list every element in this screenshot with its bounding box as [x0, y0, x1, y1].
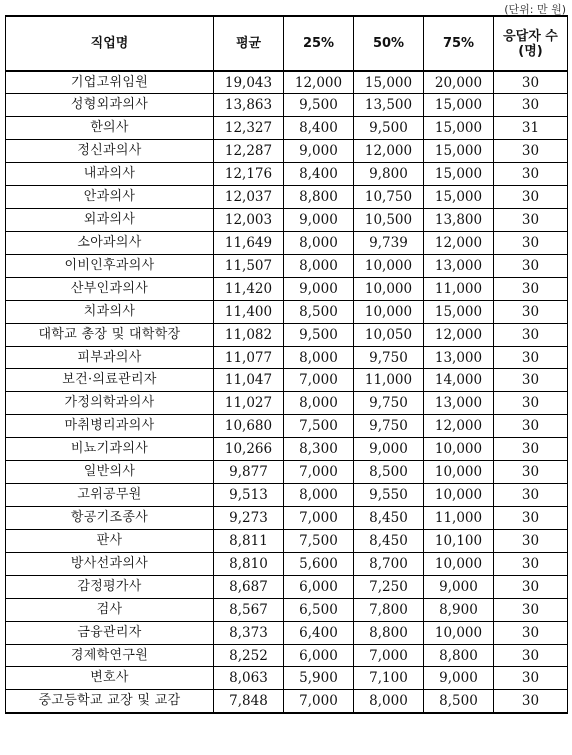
- p75-cell: 8,900: [424, 598, 494, 621]
- p50-cell: 10,050: [354, 323, 424, 346]
- job-cell: 피부과의사: [6, 346, 214, 369]
- mean-cell: 11,400: [214, 300, 284, 323]
- table-row: [6, 186, 568, 209]
- p75-cell: 10,000: [424, 461, 494, 484]
- job-cell: 안과의사: [6, 186, 214, 209]
- p25-cell: 7,000: [284, 369, 354, 392]
- p50-cell: 15,000: [354, 71, 424, 94]
- job-cell: 대학교 총장 및 대학학장: [6, 323, 214, 346]
- mean-cell: 13,863: [214, 94, 284, 117]
- table-row: [6, 507, 568, 530]
- table-row: [6, 438, 568, 461]
- col-header-job: 직업명: [6, 16, 214, 71]
- p50-cell: 12,000: [354, 140, 424, 163]
- p75-cell: 10,100: [424, 529, 494, 552]
- table-row: [6, 163, 568, 186]
- respondents-cell: 30: [494, 323, 568, 346]
- p50-cell: 8,450: [354, 529, 424, 552]
- p75-cell: 8,500: [424, 690, 494, 713]
- p25-cell: 6,400: [284, 621, 354, 644]
- table-row: [6, 552, 568, 575]
- mean-cell: 12,287: [214, 140, 284, 163]
- job-cell: 판사: [6, 529, 214, 552]
- p50-cell: 10,000: [354, 277, 424, 300]
- p50-cell: 9,000: [354, 438, 424, 461]
- header-row: [6, 16, 568, 71]
- mean-cell: 12,003: [214, 209, 284, 232]
- mean-cell: 8,811: [214, 529, 284, 552]
- respondents-cell: 30: [494, 300, 568, 323]
- job-cell: 방사선과의사: [6, 552, 214, 575]
- table-row: [6, 323, 568, 346]
- job-cell: 치과의사: [6, 300, 214, 323]
- p50-cell: 7,100: [354, 667, 424, 690]
- job-cell: 외과의사: [6, 209, 214, 232]
- mean-cell: 10,680: [214, 415, 284, 438]
- table-row: [6, 71, 568, 94]
- p25-cell: 8,400: [284, 117, 354, 140]
- p50-cell: 10,500: [354, 209, 424, 232]
- p25-cell: 7,500: [284, 529, 354, 552]
- mean-cell: 11,047: [214, 369, 284, 392]
- respondents-cell: 30: [494, 415, 568, 438]
- p25-cell: 8,000: [284, 346, 354, 369]
- job-cell: 가정의학과의사: [6, 392, 214, 415]
- p75-cell: 15,000: [424, 186, 494, 209]
- job-cell: 이비인후과의사: [6, 254, 214, 277]
- p25-cell: 9,000: [284, 277, 354, 300]
- respondents-cell: 31: [494, 117, 568, 140]
- p75-cell: 13,000: [424, 392, 494, 415]
- respondents-cell: 30: [494, 667, 568, 690]
- respondents-cell: 30: [494, 94, 568, 117]
- table-row: [6, 300, 568, 323]
- respondents-cell: 30: [494, 186, 568, 209]
- p50-cell: 9,500: [354, 117, 424, 140]
- table-row: [6, 690, 568, 713]
- p75-cell: 15,000: [424, 163, 494, 186]
- col-header-respondents: 응답자 수 (명): [494, 16, 568, 71]
- job-cell: 검사: [6, 598, 214, 621]
- job-cell: 산부인과의사: [6, 277, 214, 300]
- col-header-mean: 평균: [214, 16, 284, 71]
- p75-cell: 10,000: [424, 621, 494, 644]
- respondents-cell: 30: [494, 529, 568, 552]
- p25-cell: 8,300: [284, 438, 354, 461]
- p25-cell: 9,000: [284, 140, 354, 163]
- job-cell: 소아과의사: [6, 231, 214, 254]
- p75-cell: 10,000: [424, 484, 494, 507]
- mean-cell: 11,420: [214, 277, 284, 300]
- mean-cell: 11,077: [214, 346, 284, 369]
- p25-cell: 7,000: [284, 461, 354, 484]
- respondents-cell: 30: [494, 438, 568, 461]
- p25-cell: 9,000: [284, 209, 354, 232]
- p25-cell: 8,000: [284, 254, 354, 277]
- mean-cell: 12,327: [214, 117, 284, 140]
- mean-cell: 9,273: [214, 507, 284, 530]
- table-row: [6, 644, 568, 667]
- respondents-cell: 30: [494, 552, 568, 575]
- table-row: [6, 461, 568, 484]
- respondents-cell: 30: [494, 209, 568, 232]
- p75-cell: 11,000: [424, 277, 494, 300]
- p50-cell: 8,450: [354, 507, 424, 530]
- unit-note: (단위: 만 원): [504, 3, 566, 16]
- mean-cell: 12,037: [214, 186, 284, 209]
- job-cell: 내과의사: [6, 163, 214, 186]
- p75-cell: 13,800: [424, 209, 494, 232]
- job-cell: 감정평가사: [6, 575, 214, 598]
- respondents-cell: 30: [494, 621, 568, 644]
- job-cell: 비뇨기과의사: [6, 438, 214, 461]
- p25-cell: 8,800: [284, 186, 354, 209]
- p50-cell: 8,800: [354, 621, 424, 644]
- respondents-cell: 30: [494, 71, 568, 94]
- p50-cell: 9,739: [354, 231, 424, 254]
- table-row: [6, 277, 568, 300]
- table-row: [6, 117, 568, 140]
- respondents-cell: 30: [494, 231, 568, 254]
- p75-cell: 11,000: [424, 507, 494, 530]
- mean-cell: 8,252: [214, 644, 284, 667]
- table-row: [6, 484, 568, 507]
- job-cell: 보건·의료관리자: [6, 369, 214, 392]
- col-header-p75: 75%: [424, 16, 494, 71]
- p25-cell: 8,000: [284, 231, 354, 254]
- p75-cell: 13,000: [424, 254, 494, 277]
- table-body: [6, 71, 568, 713]
- table-row: [6, 346, 568, 369]
- p25-cell: 8,500: [284, 300, 354, 323]
- p50-cell: 8,500: [354, 461, 424, 484]
- p50-cell: 9,750: [354, 346, 424, 369]
- respondents-cell: 30: [494, 598, 568, 621]
- p50-cell: 8,700: [354, 552, 424, 575]
- p25-cell: 5,900: [284, 667, 354, 690]
- salary-table: [5, 15, 568, 714]
- job-cell: 정신과의사: [6, 140, 214, 163]
- mean-cell: 11,507: [214, 254, 284, 277]
- p75-cell: 10,000: [424, 438, 494, 461]
- job-cell: 일반의사: [6, 461, 214, 484]
- job-cell: 마취병리과의사: [6, 415, 214, 438]
- respondents-cell: 30: [494, 277, 568, 300]
- table-row: [6, 575, 568, 598]
- p75-cell: 13,000: [424, 346, 494, 369]
- table-row: [6, 369, 568, 392]
- p75-cell: 15,000: [424, 117, 494, 140]
- mean-cell: 11,027: [214, 392, 284, 415]
- mean-cell: 9,877: [214, 461, 284, 484]
- p50-cell: 9,750: [354, 392, 424, 415]
- p50-cell: 7,800: [354, 598, 424, 621]
- p25-cell: 7,000: [284, 690, 354, 713]
- mean-cell: 8,567: [214, 598, 284, 621]
- col-header-p25: 25%: [284, 16, 354, 71]
- p25-cell: 6,500: [284, 598, 354, 621]
- mean-cell: 8,063: [214, 667, 284, 690]
- p25-cell: 7,000: [284, 507, 354, 530]
- p50-cell: 7,000: [354, 644, 424, 667]
- p75-cell: 8,800: [424, 644, 494, 667]
- p75-cell: 10,000: [424, 552, 494, 575]
- p25-cell: 7,500: [284, 415, 354, 438]
- p75-cell: 20,000: [424, 71, 494, 94]
- p50-cell: 10,000: [354, 254, 424, 277]
- mean-cell: 11,082: [214, 323, 284, 346]
- respondents-cell: 30: [494, 163, 568, 186]
- p75-cell: 12,000: [424, 231, 494, 254]
- respondents-cell: 30: [494, 140, 568, 163]
- p75-cell: 14,000: [424, 369, 494, 392]
- mean-cell: 9,513: [214, 484, 284, 507]
- table-row: [6, 598, 568, 621]
- mean-cell: 19,043: [214, 71, 284, 94]
- respondents-cell: 30: [494, 690, 568, 713]
- table-row: [6, 231, 568, 254]
- p50-cell: 11,000: [354, 369, 424, 392]
- p25-cell: 9,500: [284, 94, 354, 117]
- mean-cell: 8,687: [214, 575, 284, 598]
- p25-cell: 12,000: [284, 71, 354, 94]
- p25-cell: 9,500: [284, 323, 354, 346]
- table-row: [6, 621, 568, 644]
- job-cell: 한의사: [6, 117, 214, 140]
- mean-cell: 8,373: [214, 621, 284, 644]
- p50-cell: 10,000: [354, 300, 424, 323]
- job-cell: 항공기조종사: [6, 507, 214, 530]
- job-cell: 변호사: [6, 667, 214, 690]
- p25-cell: 8,000: [284, 392, 354, 415]
- job-cell: 고위공무원: [6, 484, 214, 507]
- mean-cell: 12,176: [214, 163, 284, 186]
- job-cell: 중고등학교 교장 및 교감: [6, 690, 214, 713]
- respondents-cell: 30: [494, 461, 568, 484]
- p25-cell: 8,000: [284, 484, 354, 507]
- table-row: [6, 254, 568, 277]
- p50-cell: 9,550: [354, 484, 424, 507]
- job-cell: 금융관리자: [6, 621, 214, 644]
- p25-cell: 5,600: [284, 552, 354, 575]
- p75-cell: 15,000: [424, 300, 494, 323]
- mean-cell: 11,649: [214, 231, 284, 254]
- respondents-cell: 30: [494, 346, 568, 369]
- table-row: [6, 415, 568, 438]
- p75-cell: 9,000: [424, 667, 494, 690]
- p75-cell: 12,000: [424, 323, 494, 346]
- p50-cell: 10,750: [354, 186, 424, 209]
- table-row: [6, 392, 568, 415]
- table-row: [6, 209, 568, 232]
- table-row: [6, 529, 568, 552]
- respondents-cell: 30: [494, 484, 568, 507]
- respondents-cell: 30: [494, 575, 568, 598]
- p75-cell: 15,000: [424, 94, 494, 117]
- p25-cell: 6,000: [284, 644, 354, 667]
- p75-cell: 15,000: [424, 140, 494, 163]
- table-row: [6, 667, 568, 690]
- p50-cell: 7,250: [354, 575, 424, 598]
- table-row: [6, 94, 568, 117]
- mean-cell: 7,848: [214, 690, 284, 713]
- respondents-cell: 30: [494, 644, 568, 667]
- job-cell: 성형외과의사: [6, 94, 214, 117]
- respondents-cell: 30: [494, 369, 568, 392]
- col-header-p50: 50%: [354, 16, 424, 71]
- p25-cell: 6,000: [284, 575, 354, 598]
- mean-cell: 10,266: [214, 438, 284, 461]
- respondents-cell: 30: [494, 254, 568, 277]
- p50-cell: 9,800: [354, 163, 424, 186]
- respondents-cell: 30: [494, 507, 568, 530]
- p50-cell: 13,500: [354, 94, 424, 117]
- p75-cell: 12,000: [424, 415, 494, 438]
- p75-cell: 9,000: [424, 575, 494, 598]
- mean-cell: 8,810: [214, 552, 284, 575]
- respondents-cell: 30: [494, 392, 568, 415]
- job-cell: 기업고위임원: [6, 71, 214, 94]
- job-cell: 경제학연구원: [6, 644, 214, 667]
- p25-cell: 8,400: [284, 163, 354, 186]
- p50-cell: 8,000: [354, 690, 424, 713]
- table-row: [6, 140, 568, 163]
- p50-cell: 9,750: [354, 415, 424, 438]
